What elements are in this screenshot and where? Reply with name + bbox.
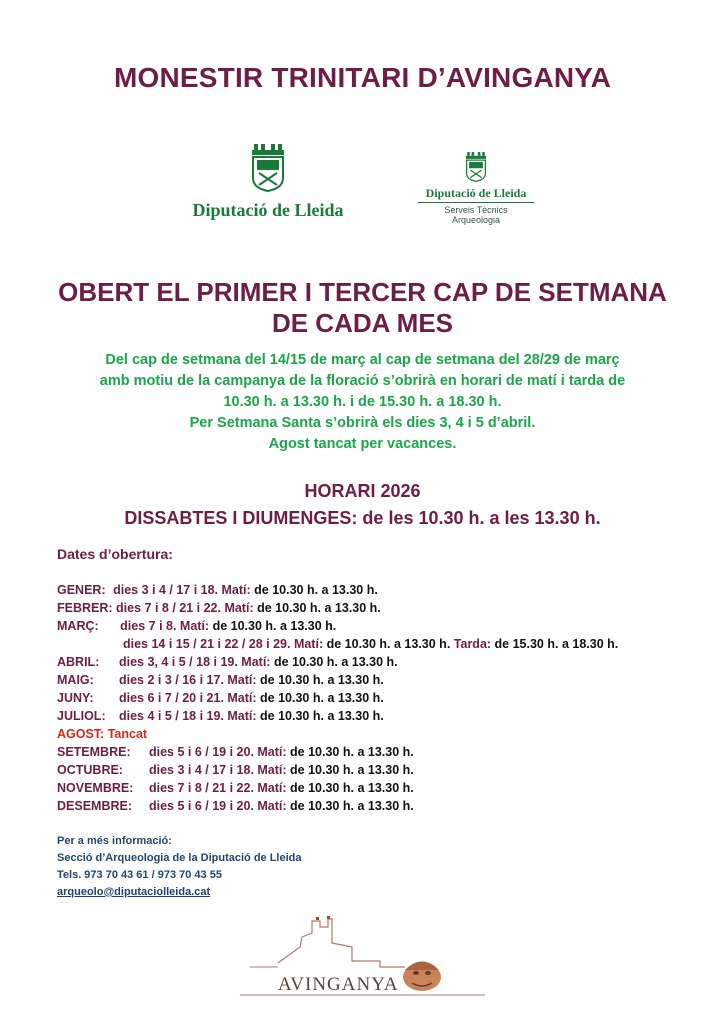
info-phones: Tels. 973 70 43 61 / 973 70 43 55 — [57, 869, 222, 881]
schedule-row-setembre — [57, 745, 414, 759]
schedule-row-maig — [57, 673, 384, 687]
hours-label: de 10.30 h. a 13.30 h. — [260, 709, 384, 723]
arqueologia-logo — [412, 150, 540, 230]
days-label: dies 5 i 6 / 19 i 20. Matí: — [149, 745, 287, 759]
month-label: OCTUBRE: — [57, 763, 123, 777]
info-title: Per a més informació: — [57, 835, 172, 847]
diputacio-lleida-logo — [168, 142, 368, 222]
month-label: SETEMBRE: — [57, 745, 131, 759]
logo-name: Diputació de Lleida — [192, 200, 344, 220]
schedule-row-juny — [57, 691, 384, 705]
month-label: AGOST: — [57, 727, 105, 741]
info-section: Secció d’Arqueologia de la Diputació de Lleida — [57, 852, 302, 864]
month-label: GENER: — [57, 583, 106, 597]
schedule-row-agost — [57, 727, 147, 741]
month-label: NOVEMBRE: — [57, 781, 134, 795]
schedule-row-marc — [57, 619, 336, 633]
tarda-hours: de 15.30 h. a 18.30 h. — [494, 637, 619, 651]
schedule-row-desembre — [57, 799, 414, 813]
coat-of-arms-icon — [251, 144, 285, 192]
days-label: dies 3 i 4 / 17 i 18. Matí: — [149, 763, 287, 777]
days-label: dies 5 i 6 / 19 i 20. Matí: — [149, 799, 287, 813]
days-label: dies 7 i 8 / 21 i 22. Matí: — [116, 601, 254, 615]
logo-subtitle-2: Arqueologia — [451, 215, 501, 225]
weekend-hours: DISSABTES I DIUMENGES: de les 10.30 h. a les 13.30 h. — [124, 508, 601, 528]
hours-label: de 10.30 h. a 13.30 h. — [212, 619, 337, 633]
month-label: DESEMBRE: — [57, 799, 133, 813]
days-label: dies 6 i 7 / 20 i 21. Matí: — [119, 691, 257, 705]
days-label: dies 14 i 15 / 21 i 22 / 28 i 29. Matí: — [123, 637, 324, 651]
notice-line: Agost tancat per vacances. — [268, 436, 457, 452]
closed-status: Tancat — [107, 727, 148, 741]
hours-label: de 10.30 h. a 13.30 h. — [290, 763, 414, 777]
heading-line-1: OBERT EL PRIMER I TERCER CAP DE SETMANA — [58, 277, 667, 307]
hours-label: de 10.30 h. a 13.30 h. — [260, 691, 384, 705]
schedule-row-juliol — [57, 709, 384, 723]
schedule-row-marc-2 — [123, 637, 618, 651]
avinganya-wordmark: AVINGANYA — [278, 974, 399, 995]
dates-title: Dates d’obertura: — [57, 546, 173, 562]
logo-name-small: Diputació de Lleida — [425, 186, 527, 200]
hours-label: de 10.30 h. a 13.30 h. — [273, 655, 398, 669]
page-title: MONESTIR TRINITARI D’AVINGANYA — [113, 62, 612, 93]
notice-line: 10.30 h. a 13.30 h. i de 15.30 h. a 18.30 h. — [223, 394, 502, 410]
days-label: dies 7 i 8 / 21 i 22. Matí: — [149, 781, 287, 795]
days-label: dies 4 i 5 / 18 i 19. Matí: — [119, 709, 257, 723]
schedule-row-abril — [57, 655, 398, 669]
month-label: MARÇ: — [57, 619, 99, 633]
hours-label: de 10.30 h. a 13.30 h. — [290, 745, 414, 759]
month-label: FEBRER: — [57, 601, 113, 615]
horari-heading: HORARI 2026 — [304, 481, 421, 501]
schedule-row-octubre — [57, 763, 414, 777]
tarda-label: Tarda: — [453, 637, 492, 651]
info-email-link[interactable]: arqueolo@diputaciolleida.cat — [57, 886, 211, 898]
hours-label: de 10.30 h. a 13.30 h. — [257, 601, 381, 615]
notice-block — [0, 350, 725, 455]
month-label: ABRIL: — [57, 655, 100, 669]
days-label: dies 3 i 4 / 17 i 18. Matí: — [113, 583, 251, 597]
opening-heading — [0, 277, 725, 339]
notice-line: Per Setmana Santa s’obrirà els dies 3, 4 i 5 d’abril. — [189, 415, 536, 431]
hours-label: de 10.30 h. a 13.30 h. — [260, 673, 384, 687]
heading-line-2: DE CADA MES — [271, 308, 454, 338]
notice-line: amb motiu de la campanya de la floració s’obrirà en horari de matí i tarda de — [99, 373, 626, 389]
schedule-row-gener — [57, 583, 378, 597]
notice-line: Del cap de setmana del 14/15 de març al cap de setmana del 28/29 de març — [105, 352, 620, 368]
days-label: dies 7 i 8. Matí: — [120, 619, 210, 633]
hours-label: de 10.30 h. a 13.30 h. — [326, 637, 451, 651]
sculpture-head-icon — [403, 962, 441, 992]
hours-label: de 10.30 h. a 13.30 h. — [290, 781, 414, 795]
hours-label: de 10.30 h. a 13.30 h. — [254, 583, 378, 597]
logo-subtitle-1: Serveis Tècnics — [444, 205, 508, 215]
schedule-row-novembre — [57, 781, 414, 795]
days-label: dies 2 i 3 / 16 i 17. Matí: — [119, 673, 257, 687]
coat-of-arms-small-icon — [465, 152, 487, 182]
logo-divider — [418, 202, 534, 203]
avinganya-logo — [240, 915, 485, 1000]
month-label: MAIG: — [57, 673, 94, 687]
month-label: JULIOL: — [57, 709, 106, 723]
month-label: JUNY: — [57, 691, 94, 705]
hours-label: de 10.30 h. a 13.30 h. — [290, 799, 414, 813]
days-label: dies 3, 4 i 5 / 18 i 19. Matí: — [119, 655, 271, 669]
schedule-row-febrer — [57, 601, 381, 615]
